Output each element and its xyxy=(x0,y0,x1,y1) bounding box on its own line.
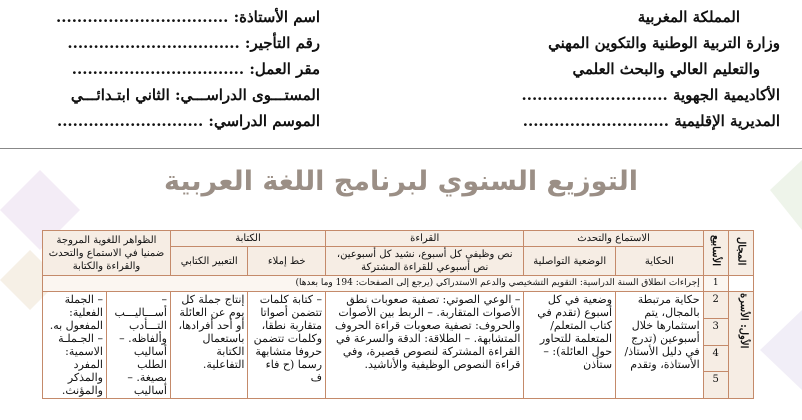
employee-number-field: رقم التأجير: ................................. xyxy=(67,34,320,52)
teacher-name-field: اسم الأستاذة: ................................. xyxy=(56,8,320,26)
phenomena-left: – أســـاليـــب التـــأدب وألفاظه. – أساليب الطلب بصيغة. – أساليب xyxy=(106,292,169,398)
academy-line: الأكاديمية الجهوية ............................ xyxy=(521,86,780,104)
header-divider xyxy=(0,148,802,149)
table-row xyxy=(43,276,754,292)
domain-cell: الأول: الأسرة xyxy=(728,292,753,399)
header-domain: المجال xyxy=(728,231,753,276)
week-number: 3 xyxy=(703,318,728,345)
annual-distribution-table xyxy=(42,230,754,399)
phenomena-split xyxy=(43,292,170,398)
header-dictation: خط إملاء xyxy=(248,247,326,276)
story-cell: حكاية مرتبطة بالمجال، يتم استثمارها خلال أسبوعين (تدرج في دليل الأستاذ/ الأستاذة، وتقدم xyxy=(616,292,704,399)
table-header-row xyxy=(43,231,754,247)
header-story: الحكاية xyxy=(616,247,704,276)
header-expression: التعبير الكتابي xyxy=(170,247,248,276)
header-phenomena: الظواهر اللغوية المروجة ضمنيا في الاستماع والتحدث والقراءة والكتابة xyxy=(43,231,171,276)
ministry-line: وزارة التربية الوطنية والتكوين المهني xyxy=(548,34,780,52)
empty-cell xyxy=(728,276,753,292)
page-title: التوزيع السنوي لبرنامج اللغة العربية xyxy=(163,166,639,197)
dictation-cell: – كتابة كلمات تتضمن أصواتا متقاربة نطقا، وكلمات تتضمن حروفا متشابهة رسما (ح فاء ف xyxy=(248,292,326,399)
phenomena-cell xyxy=(43,292,171,399)
expression-cell: إنتاج جملة كل يوم عن العائلة أو أحد أفرادها، باستعمال الكتابة التفاعلية. xyxy=(170,292,248,399)
header-listening: الاستماع والتحدث xyxy=(524,231,703,247)
situation-cell: وضعية في كل أسبوع (تقدم في كتاب المتعلم/ المتعلمة للتحاور حول العائلة): – ستأذن xyxy=(524,292,616,399)
header-weeks: الأسابيع xyxy=(703,231,728,276)
header-reading-detail: نص وظيفي كل أسبوع، نشيد كل أسبوعين، نص أسبوعي للقراءة المشتركة xyxy=(326,247,524,276)
workplace-field: مقر العمل: ................................. xyxy=(71,60,320,78)
phenomena-right: – الجملة الفعلية: المفعول به. – الجـملـة الاسمية: المفرد والمذكر والمؤنث. xyxy=(49,293,103,397)
week-number: 1 xyxy=(703,276,728,292)
teacher-info-block xyxy=(20,4,320,134)
document-header xyxy=(0,0,802,148)
start-of-year-note: إجراءات انطلاق السنة الدراسية: التقويم التشخيصي والدعم الاستدراكي (يرجع إلى الصفحات: 194 وما بعدها) xyxy=(43,276,704,292)
kingdom-line: المملكة المغربية xyxy=(637,8,740,26)
week-number: 2 xyxy=(703,292,728,319)
header-writing: الكتابة xyxy=(170,231,325,247)
header-reading: القراءة xyxy=(326,231,524,247)
school-year-field: الموسم الدراسي: ............................ xyxy=(56,112,320,130)
table-row xyxy=(43,292,754,319)
week-number: 4 xyxy=(703,345,728,372)
institution-block xyxy=(450,4,780,134)
header-situation: الوضعية التواصلية xyxy=(524,247,616,276)
level-field: المستـــوى الدراســـي: الثاني ابتـدائـــي xyxy=(70,86,320,104)
reading-cell: – الوعي الصوتي: تصفية صعوبات نطق الأصوات المتقاربة. – الربط بين الأصوات والحروف: تصفية صعوبات قراءة الحروف المتشابهة. – الطلاقة: الدقة والسرعة في القراءة المشتركة لنصوص قصيرة، وفي قراءة النصوص الوظيفية والأناشيد. xyxy=(326,292,524,399)
directorate-line: المديرية الإقليمية ............................ xyxy=(522,112,780,130)
week-number: 5 xyxy=(703,372,728,399)
higher-ed-line: والتعليم العالي والبحث العلمي xyxy=(572,60,760,78)
